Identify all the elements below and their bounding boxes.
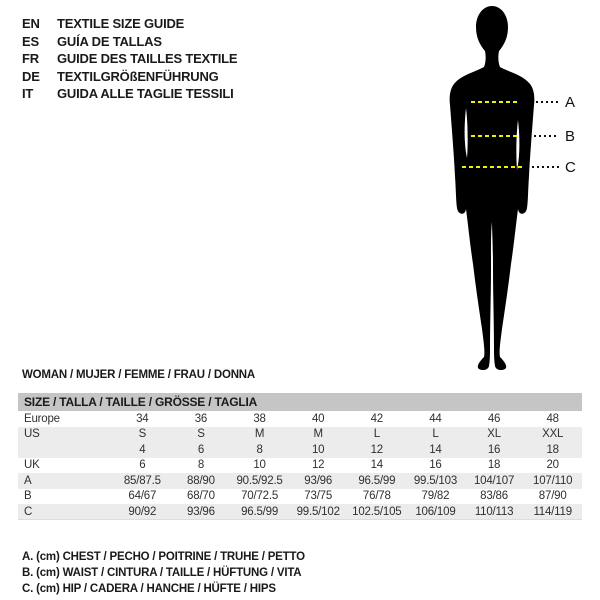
row-label: UK <box>24 459 40 472</box>
table-cell: 106/109 <box>406 504 465 520</box>
table-row-waist <box>18 489 582 505</box>
table-cell: 93/96 <box>289 473 348 489</box>
lang-label: GUÍA DE TALLAS <box>57 33 162 49</box>
row-label <box>18 442 113 458</box>
table-row-hip <box>18 504 582 520</box>
table-cell: 6 <box>172 442 231 458</box>
marker-label-c: C <box>565 159 576 176</box>
lang-code: DE <box>22 68 40 84</box>
table-cell: 42 <box>370 412 384 425</box>
lang-label: TEXTILE SIZE GUIDE <box>57 16 185 31</box>
table-cell: 18 <box>523 442 582 458</box>
table-cell: 10 <box>253 459 266 472</box>
table-cell: S <box>113 427 172 443</box>
table-cell: 46 <box>487 412 501 425</box>
table-header: SIZE / TALLA / TAILLE / GRÖSSE / TAGLIA <box>18 393 582 411</box>
legend-hip: C. (cm) HIP / CADERA / HANCHE / HÜFTE / HIPS <box>22 583 276 595</box>
size-table <box>18 393 582 520</box>
table-cell: 68/70 <box>187 490 215 503</box>
lang-row-de <box>22 68 237 86</box>
table-cell: 18 <box>487 459 501 472</box>
woman-silhouette-icon <box>435 4 595 370</box>
table-cell: XXL <box>523 427 582 443</box>
row-label: Europe <box>24 412 60 425</box>
table-cell: 96.5/99 <box>348 473 407 489</box>
table-cell: 85/87.5 <box>113 473 172 489</box>
table-cell: 8 <box>230 442 289 458</box>
table-cell: 90.5/92.5 <box>230 473 289 489</box>
measurement-legend <box>22 549 305 597</box>
legend-chest: A. (cm) CHEST / PECHO / POITRINE / TRUHE / PETTO <box>22 551 305 563</box>
table-cell: 14 <box>406 442 465 458</box>
lang-label: GUIDE DES TAILLES TEXTILE <box>57 51 238 66</box>
table-cell: 64/67 <box>128 490 157 503</box>
lang-label: GUIDA ALLE TAGLIE TESSILI <box>57 86 234 101</box>
marker-label-b: B <box>565 128 576 145</box>
table-cell: 6 <box>139 459 146 472</box>
lang-row-es <box>22 33 237 51</box>
table-cell: 70/72.5 <box>241 490 279 503</box>
table-cell: 4 <box>113 442 172 458</box>
table-cell: 40 <box>311 412 325 425</box>
row-label: A <box>18 473 113 489</box>
table-cell: 93/96 <box>172 504 231 520</box>
table-cell: 102.5/105 <box>348 504 407 520</box>
lang-code: EN <box>22 16 40 31</box>
table-cell: 73/75 <box>304 490 333 503</box>
row-label: B <box>24 490 32 503</box>
table-cell: 10 <box>289 442 348 458</box>
table-cell: 16 <box>429 459 442 472</box>
table-cell: 88/90 <box>172 473 231 489</box>
table-cell: S <box>172 427 231 443</box>
table-cell: 114/119 <box>523 504 582 520</box>
table-row-us <box>18 427 582 443</box>
table-row-europe <box>18 411 582 427</box>
lang-row-fr <box>22 50 237 68</box>
body-measurement-diagram <box>435 4 595 370</box>
table-cell: 20 <box>546 459 559 472</box>
table-row-uk <box>18 458 582 474</box>
lang-code: FR <box>22 51 39 66</box>
table-cell: 99.5/102 <box>289 504 348 520</box>
table-header-row <box>18 393 582 411</box>
table-cell: 12 <box>311 459 325 472</box>
silhouette-shape <box>450 6 535 370</box>
table-cell: 12 <box>348 442 407 458</box>
table-row-us-numeric <box>18 442 582 458</box>
lang-label: TEXTILGRÖßENFÜHRUNG <box>57 68 219 84</box>
table-cell: M <box>230 427 289 443</box>
row-label: US <box>18 427 113 443</box>
lang-row-en <box>22 15 237 33</box>
table-cell: M <box>289 427 348 443</box>
table-cell: 38 <box>253 412 266 425</box>
table-cell: L <box>406 427 465 443</box>
table-cell: 8 <box>197 459 205 472</box>
table-cell: 76/78 <box>362 490 391 503</box>
table-cell: L <box>348 427 407 443</box>
table-cell: 36 <box>194 412 208 425</box>
table-cell: 107/110 <box>523 473 582 489</box>
section-title: WOMAN / MUJER / FEMME / FRAU / DONNA <box>22 369 256 381</box>
lang-code: IT <box>22 86 34 101</box>
table-cell: 99.5/103 <box>406 473 465 489</box>
table-cell: XL <box>465 427 524 443</box>
table-cell: 48 <box>546 412 559 425</box>
table-cell: 14 <box>370 459 384 472</box>
table-cell: 90/92 <box>113 504 172 520</box>
table-cell: 87/90 <box>538 490 567 503</box>
table-cell: 79/82 <box>421 490 450 503</box>
table-cell: 16 <box>465 442 524 458</box>
lang-code: ES <box>22 33 39 49</box>
table-cell: 110/113 <box>465 504 524 520</box>
table-cell: 83/86 <box>480 490 508 503</box>
table-cell: 104/107 <box>465 473 524 489</box>
marker-label-a: A <box>565 94 576 111</box>
table-cell: 44 <box>429 412 442 425</box>
row-label: C <box>18 504 113 520</box>
legend-waist: B. (cm) WAIST / CINTURA / TAILLE / HÜFTUNG / VITA <box>22 567 302 579</box>
table-cell: 34 <box>136 412 149 425</box>
table-cell: 96.5/99 <box>230 504 289 520</box>
language-guide <box>22 15 237 103</box>
table-row-chest <box>18 473 582 489</box>
lang-row-it <box>22 85 237 103</box>
